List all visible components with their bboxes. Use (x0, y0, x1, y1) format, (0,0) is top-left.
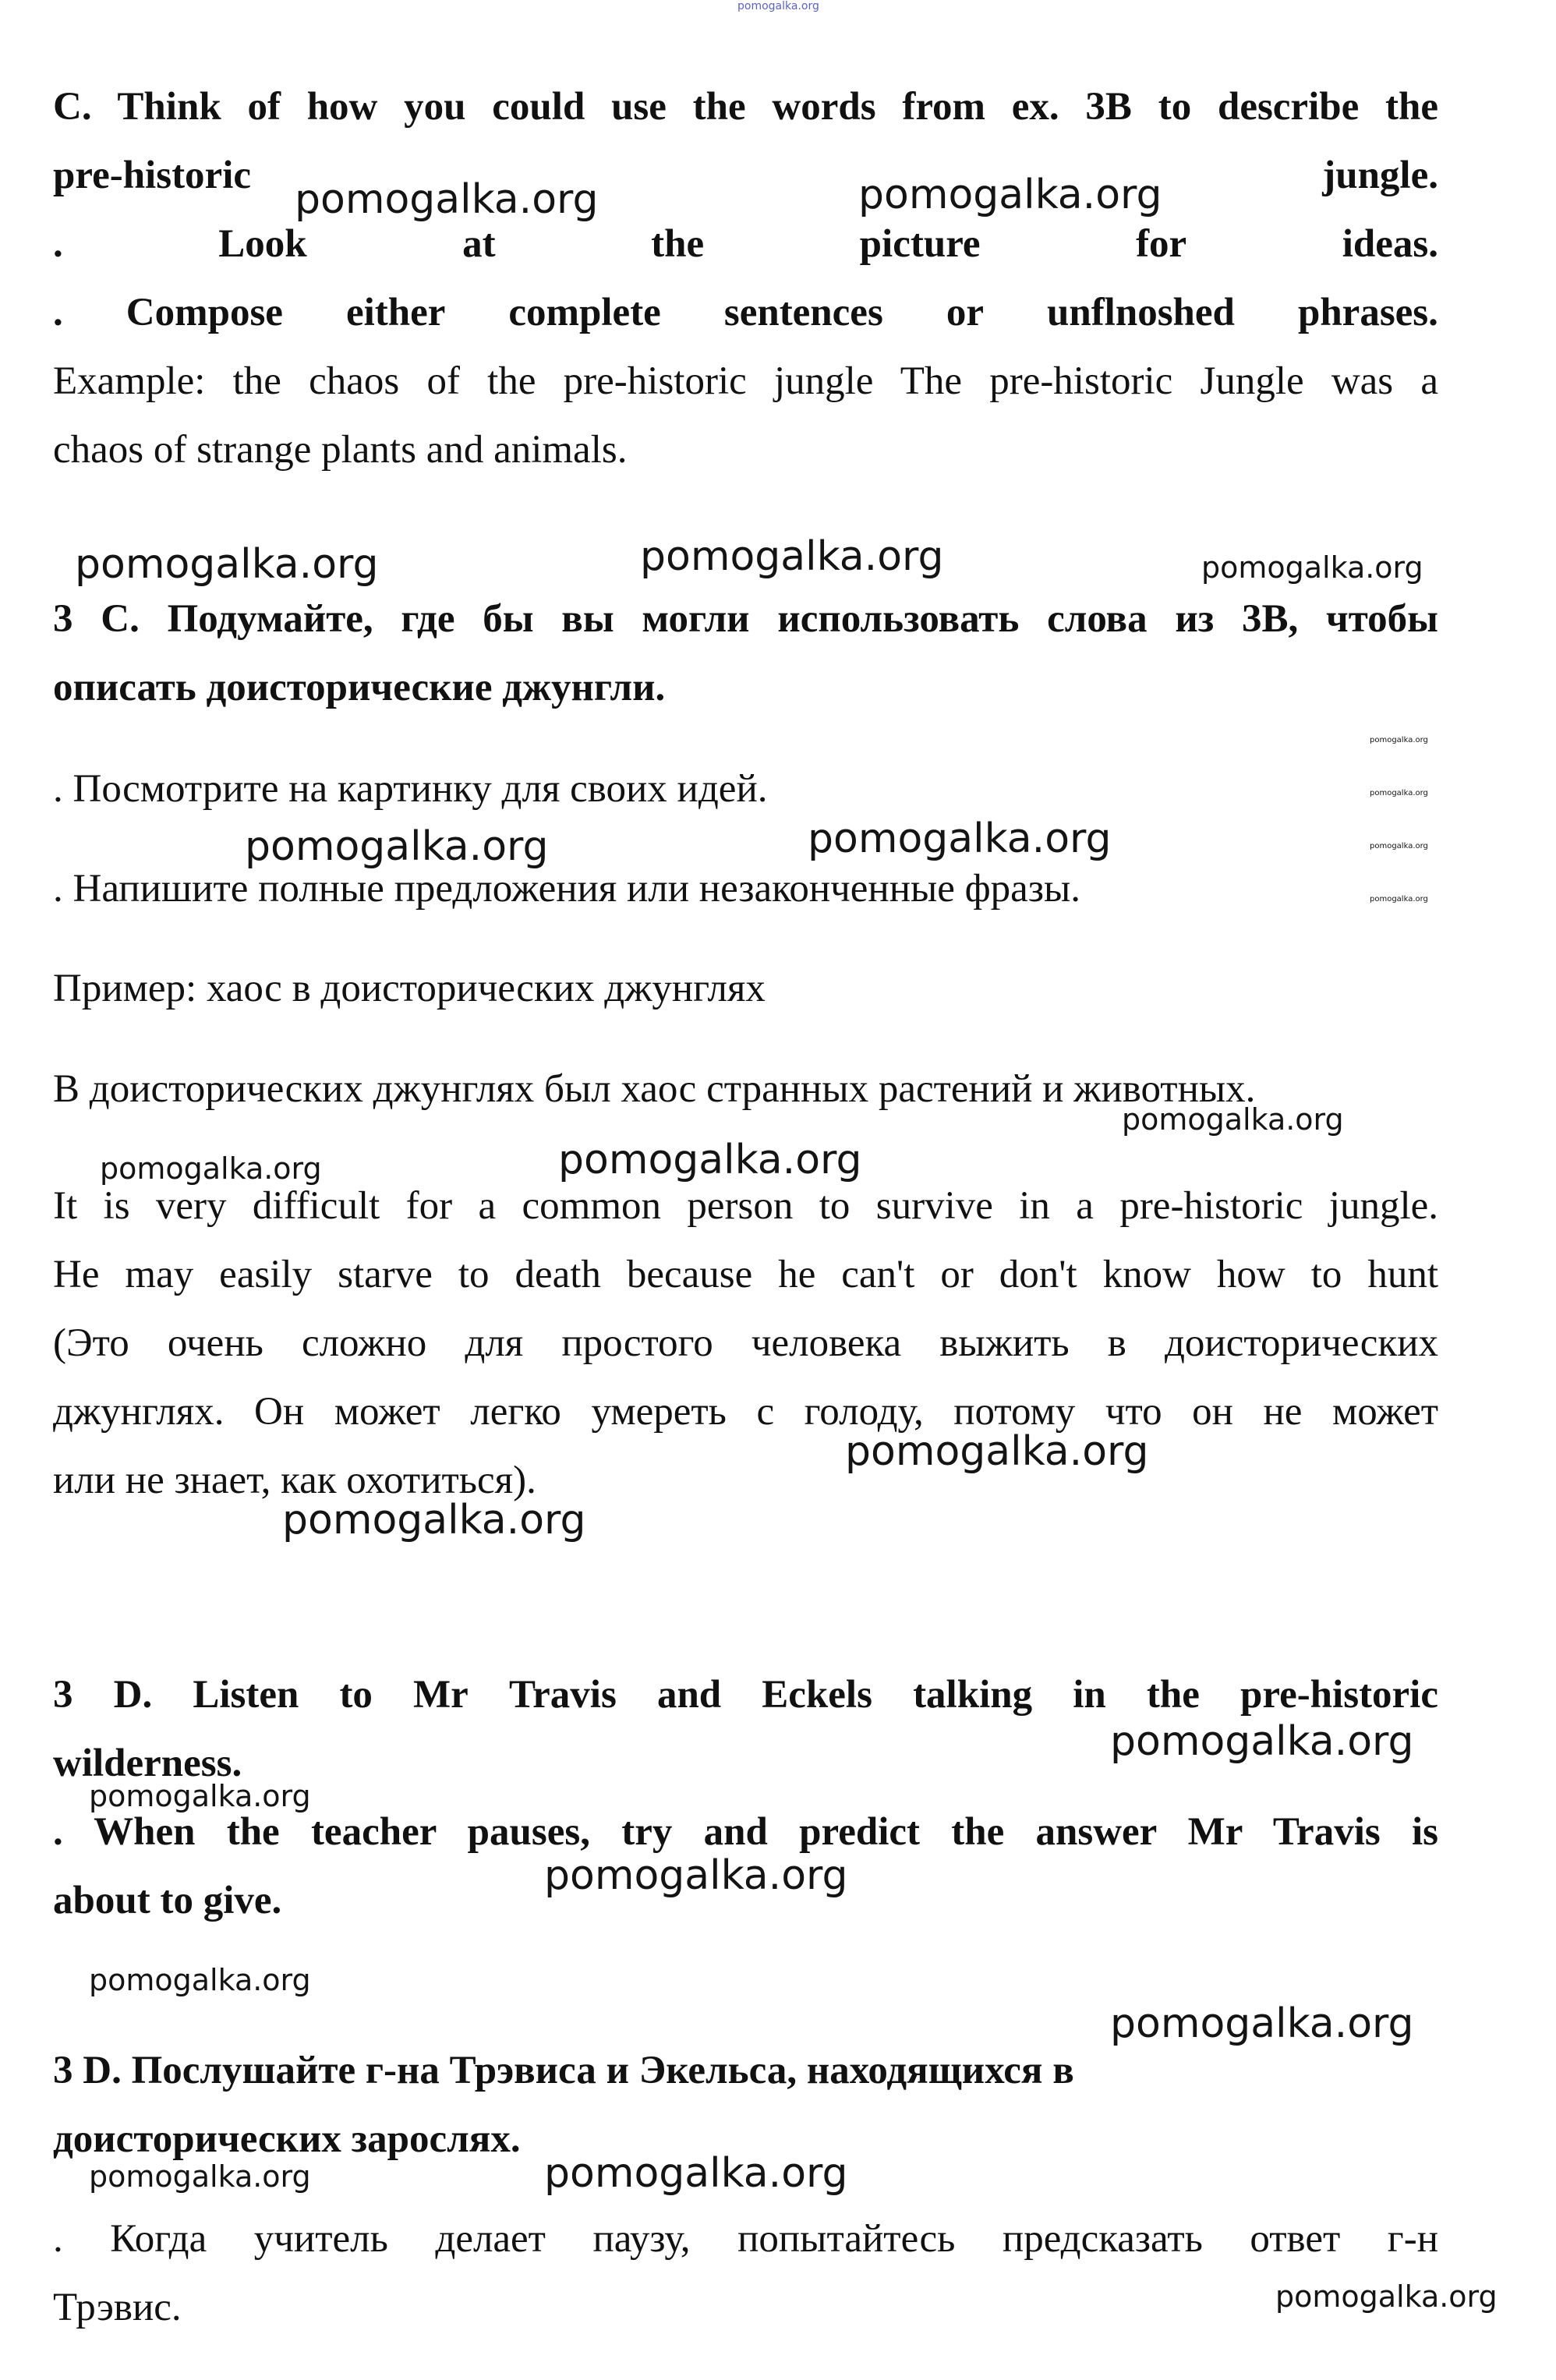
word: picture (859, 222, 981, 266)
word: complete (508, 291, 661, 334)
word: at (462, 222, 496, 266)
section-d-heading-line2: wilderness. (53, 1742, 242, 1785)
section-c-ru-heading-line2: описать доисторические джунгли. (53, 666, 666, 709)
watermark: pomogalka.org (1370, 789, 1428, 797)
watermark: pomogalka.org (282, 1497, 586, 1544)
watermark: pomogalka.org (295, 176, 599, 223)
word: . (53, 222, 63, 266)
word: pre-historic (53, 154, 252, 197)
section-c-ru-bullet2: . Напишите полные предложения или незаконченные фразы. (53, 867, 1080, 911)
watermark: pomogalka.org (1110, 1718, 1414, 1765)
word: or (946, 291, 984, 334)
section-c-heading-line3 (53, 210, 1438, 278)
section-d-sub-line2: about to give. (53, 1879, 282, 1922)
watermark: pomogalka.org (858, 172, 1162, 218)
watermark: pomogalka.org (845, 1428, 1149, 1475)
word: unflnoshed (1046, 291, 1235, 334)
watermark: pomogalka.org (1122, 1102, 1344, 1137)
watermark: pomogalka.org (544, 2150, 848, 2197)
section-c-heading-line2 (53, 141, 1438, 210)
section-c-example-line2: chaos of strange plants and animals. (53, 428, 628, 472)
section-d-ru-heading-line1: 3 D. Послушайте г-на Трэвиса и Экельса, находящихся в (53, 2049, 1074, 2092)
word: Eckels (762, 1673, 872, 1717)
word: pre-historic (1239, 1673, 1438, 1717)
watermark: pomogalka.org (245, 823, 549, 870)
section-d-ru-sub-line1: . Когда учитель делает паузу, попытайтесь предсказать ответ г-н (53, 2217, 1438, 2261)
section-d-ru-sub-line2: Трэвис. (53, 2286, 182, 2329)
word: and (656, 1673, 722, 1717)
section-c-ru-heading-line1: 3 С. Подумайте, где бы вы могли использовать слова из 3В, чтобы (53, 597, 1438, 641)
answer-line5: или не знает, как охотиться). (53, 1459, 536, 1502)
answer-line3: (Это очень сложно для простого человека выжить в доисторических (53, 1321, 1438, 1365)
section-c-example-line1: Example: the chaos of the pre-historic jungle The pre-historic Jungle was a (53, 359, 1438, 403)
watermark: pomogalka.org (1370, 736, 1428, 744)
word: ideas. (1342, 222, 1438, 266)
word: 3 (53, 1673, 73, 1717)
word: phrases. (1297, 291, 1438, 334)
word: . (53, 291, 63, 334)
watermark: pomogalka.org (1201, 550, 1423, 585)
watermark: pomogalka.org (1275, 2279, 1498, 2314)
watermark: pomogalka.org (558, 1137, 862, 1183)
section-c-ru-bullet1: . Посмотрите на картинку для своих идей. (53, 767, 768, 811)
watermark: pomogalka.org (89, 1779, 311, 1813)
watermark: pomogalka.org (89, 2159, 311, 2194)
word: D. (113, 1673, 153, 1717)
word: talking (913, 1673, 1033, 1717)
word: Listen (193, 1673, 299, 1717)
watermark: pomogalka.org (1370, 895, 1428, 904)
word: the (651, 222, 705, 266)
section-d-ru-heading-line2: доисторических зарослях. (53, 2117, 521, 2161)
answer-line4: джунглях. Он может легко умереть с голоду, потому что он не может (53, 1390, 1438, 1434)
watermark: pomogalka.org (1110, 2000, 1414, 2047)
word: the (1146, 1673, 1200, 1717)
answer-line1: It is very difficult for a common person to survive in a pre-historic jungle. (53, 1184, 1438, 1228)
word: Travis (508, 1673, 617, 1717)
word: for (1136, 222, 1187, 266)
word: jungle. (1322, 154, 1438, 197)
word: in (1073, 1673, 1106, 1717)
section-c-heading-line1: C. Think of how you could use the words from ex. 3B to describe the (53, 85, 1438, 129)
word: Compose (126, 291, 283, 334)
section-c-ru-example-label: Пример: хаос в доисторических джунглях (53, 967, 766, 1010)
word: Look (218, 222, 307, 266)
watermark: pomogalka.org (1370, 842, 1428, 851)
word: either (345, 291, 446, 334)
watermark: pomogalka.org (75, 541, 379, 588)
section-c-ru-example-text: В доисторических джунглях был хаос странных растений и животных. (53, 1067, 1256, 1111)
section-d-sub-line1: . When the teacher pauses, try and predict the answer Mr Travis is (53, 1810, 1438, 1854)
watermark-top: pomogalka.org (737, 0, 819, 12)
word: Mr (413, 1673, 469, 1717)
word: to (339, 1673, 373, 1717)
watermark: pomogalka.org (640, 533, 944, 580)
watermark: pomogalka.org (808, 815, 1112, 862)
watermark: pomogalka.org (89, 1963, 311, 1997)
watermark: pomogalka.org (544, 1852, 848, 1899)
section-c-heading-line4 (53, 278, 1438, 347)
word: sentences (723, 291, 883, 334)
answer-line2: He may easily starve to death because he can't or don't know how to hunt (53, 1253, 1438, 1296)
watermark: pomogalka.org (100, 1151, 322, 1186)
